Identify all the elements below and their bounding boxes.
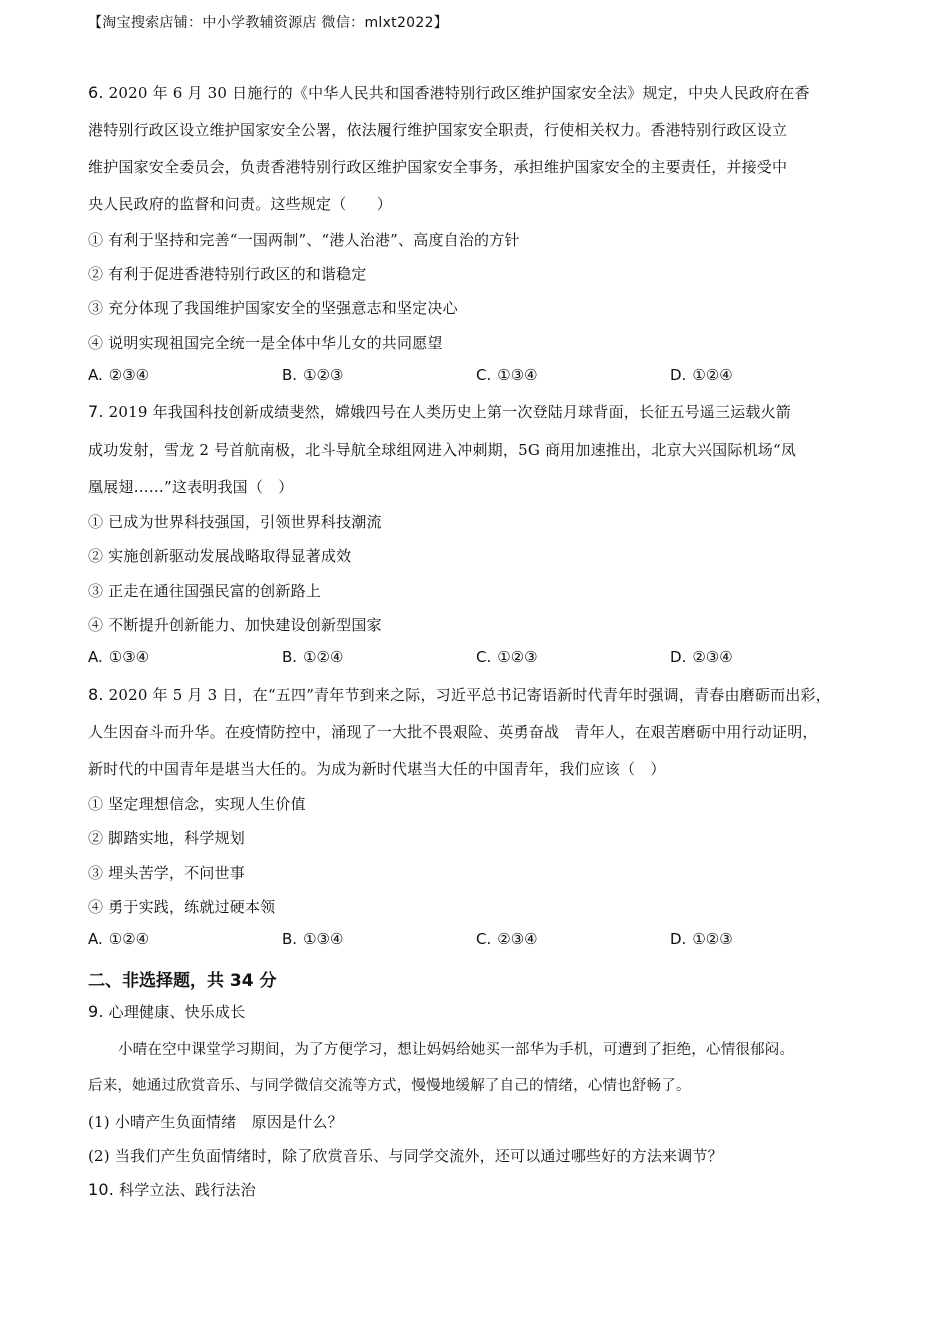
q8-line-3: 新时代的中国青年是堪当大任的。为成为新时代堪当大任的中国青年，我们应该（ ）: [88, 760, 666, 778]
page-header-watermark: 【淘宝搜索店铺：中小学教辅资源店 微信：mlxt2022】: [88, 15, 449, 31]
q10-number: 10.: [88, 1180, 115, 1199]
q7-option-c[interactable]: C. ①②③: [476, 648, 538, 666]
q8-statement-2: ② 脚踏实地，科学规划: [88, 829, 245, 847]
q7-statement-1: ① 已成为世界科技强国，引领世界科技潮流: [88, 513, 382, 531]
q8-line-2: 人生因奋斗而升华。在疫情防控中，涌现了一大批不畏艰险、英勇奋战 青年人，在艰苦磨砺中用行动证明，: [88, 723, 818, 741]
q7-line-2: 成功发射，雪龙 2 号首航南极，北斗导航全球组网进入冲刺期，5G 商用加速推出，北京大兴国际机场“凤: [88, 441, 797, 459]
q7-statement-3: ③ 正走在通往国强民富的创新路上: [88, 582, 321, 600]
q6-option-a[interactable]: A. ②③④: [88, 366, 150, 384]
q7-line-1: 7. 2019 年我国科技创新成绩斐然，嫦娥四号在人类历史上第一次登陆月球背面，长征五号遥三运载火箭: [88, 402, 791, 421]
q9-paragraph-1: 小晴在空中课堂学习期间，为了方便学习，想让妈妈给她买一部华为手机，可遭到了拒绝，心情很郁闷。: [118, 1042, 795, 1058]
q6-option-b[interactable]: B. ①②③: [282, 366, 344, 384]
q7-option-b[interactable]: B. ①②④: [282, 648, 344, 666]
q8-option-d[interactable]: D. ①②③: [670, 930, 733, 948]
q6-line-3: 维护国家安全委员会，负责香港特别行政区维护国家安全事务，承担维护国家安全的主要责任，并接受中: [88, 158, 788, 176]
section-2-heading: 二、非选择题，共 34 分: [88, 971, 277, 991]
q6-option-d[interactable]: D. ①②④: [670, 366, 733, 384]
q8-line-1: 8. 2020 年 5 月 3 日，在“五四”青年节到来之际，习近平总书记寄语新时代青年时强调，青春由磨砺而出彩，: [88, 685, 831, 704]
q8-statement-3: ③ 埋头苦学，不问世事: [88, 864, 245, 882]
q6-number: 6.: [88, 83, 104, 102]
q6-statement-3: ③ 充分体现了我国维护国家安全的坚强意志和坚定决心: [88, 299, 458, 317]
q6-statement-1: ① 有利于坚持和完善“一国两制”、“港人治港”、高度自治的方针: [88, 231, 520, 249]
q6-line-2: 港特别行政区设立维护国家安全公署，依法履行维护国家安全职责，行使相关权力。香港特别行政区设立: [88, 121, 788, 139]
q6-statement-4: ④ 说明实现祖国完全统一是全体中华儿女的共同愿望: [88, 334, 443, 352]
q8-option-c[interactable]: C. ②③④: [476, 930, 538, 948]
q7-statement-4: ④ 不断提升创新能力、加快建设创新型国家: [88, 616, 382, 634]
q7-option-d[interactable]: D. ②③④: [670, 648, 733, 666]
q8-number: 8.: [88, 685, 104, 704]
q6-line-4: 央人民政府的监督和问责。这些规定（ ）: [88, 195, 393, 213]
q8-statement-1: ① 坚定理想信念，实现人生价值: [88, 795, 306, 813]
q9-subquestion-1: (1) 小晴产生负面情绪 原因是什么？: [88, 1113, 343, 1131]
q7-option-a[interactable]: A. ①③④: [88, 648, 150, 666]
q8-statement-4: ④ 勇于实践，练就过硬本领: [88, 898, 276, 916]
q6-option-c[interactable]: C. ①③④: [476, 366, 538, 384]
q9-title: 9. 心理健康、快乐成长: [88, 1002, 246, 1021]
q8-option-b[interactable]: B. ①③④: [282, 930, 344, 948]
q7-number: 7.: [88, 402, 104, 421]
q9-number: 9.: [88, 1002, 104, 1021]
q7-line-3: 凰展翅……”这表明我国（ ）: [88, 478, 294, 496]
q8-option-a[interactable]: A. ①②④: [88, 930, 150, 948]
q10-title: 10. 科学立法、践行法治: [88, 1180, 256, 1199]
q9-subquestion-2: (2) 当我们产生负面情绪时，除了欣赏音乐、与同学交流外，还可以通过哪些好的方法来调节？: [88, 1147, 723, 1165]
q9-paragraph-2: 后来，她通过欣赏音乐、与同学微信交流等方式，慢慢地缓解了自己的情绪，心情也舒畅了。: [88, 1078, 691, 1094]
q6-line-1: 6. 2020 年 6 月 30 日施行的《中华人民共和国香港特别行政区维护国家安全法》规定，中央人民政府在香: [88, 83, 810, 102]
q7-statement-2: ② 实施创新驱动发展战略取得显著成效: [88, 547, 352, 565]
q6-statement-2: ② 有利于促进香港特别行政区的和谐稳定: [88, 265, 367, 283]
